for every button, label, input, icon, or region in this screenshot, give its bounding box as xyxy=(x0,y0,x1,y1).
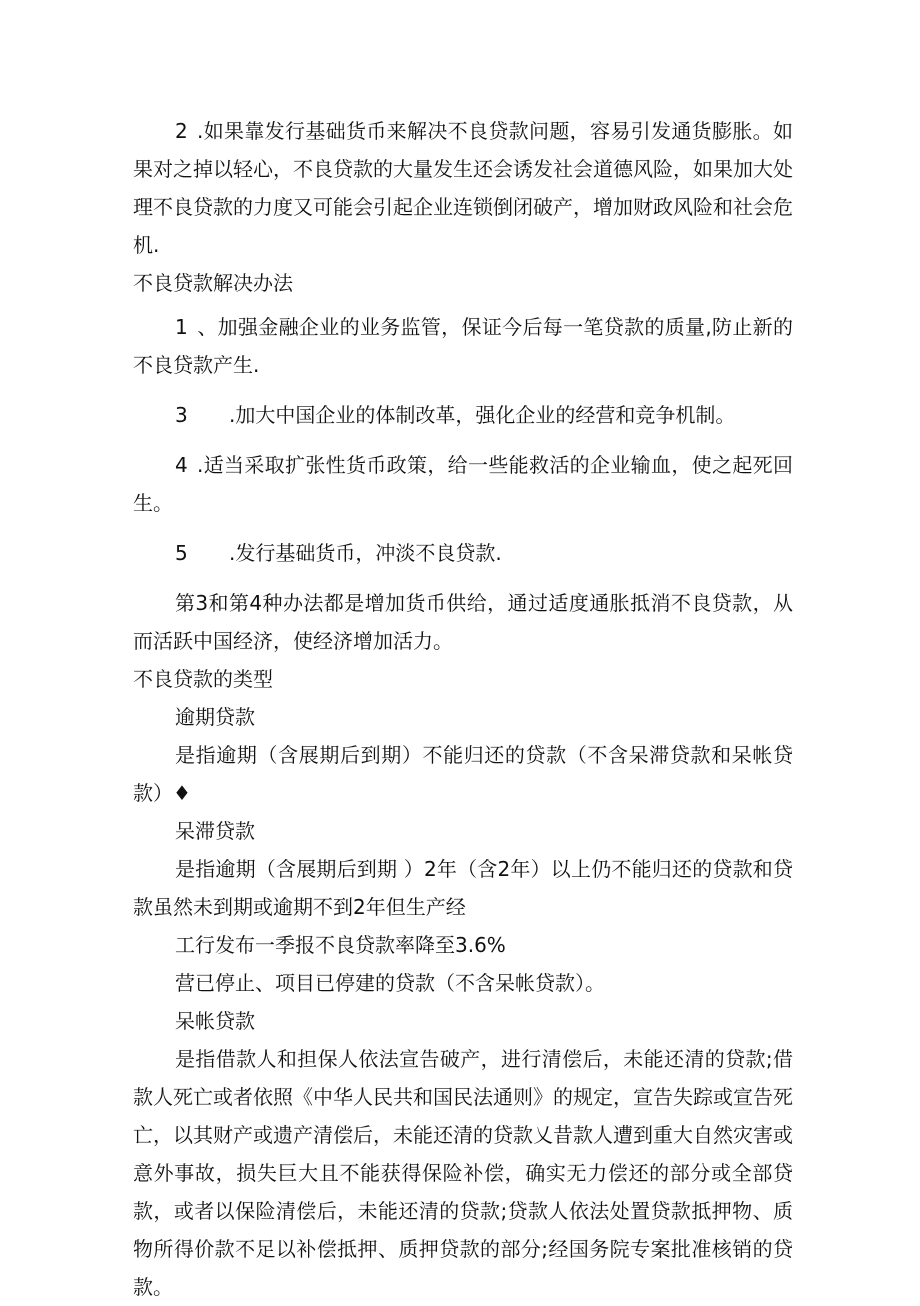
heading-types: 不良贷款的类型 xyxy=(133,667,273,691)
bad-debt-loan-description: 是指借款人和担保人依法宣告破产，进行清偿后，未能还清的贷款;借款人死亡或者依照《中华人民共和国民法通则》的规定，宣告失踪或宣告死亡，以其财产或遗产清偿后，未能还清的贷款乂昔款人遭到重大自然灾害或意外事故，损失巨大且不能获得保险补偿，确实无力偿还的部分或全部贷款，或者以保险清偿后，未能还清的贷款;贷款人依法处置贷款抵押物、质物所得价款不足以补偿抵押、质押贷款的部分;经国务院专案批准核销的贷款。 xyxy=(133,1047,793,1299)
solution-item-1 xyxy=(133,308,793,384)
paragraph-text: .如果靠发行基础货币来解决不良贷款问题，容易引发通货膨胀。如果对之掉以轻心，不良贷款的大量发生还会诱发社会道德风险，如果加大处理不良贷款的力度又可能会引起企业连锁倒闭破产，增加财政风险和社会危机. xyxy=(133,119,793,257)
sluggish-loan-title: 呆滞贷款 xyxy=(175,819,255,843)
news-line: 工行发布一季报不良贷款率降至3.6% xyxy=(175,933,506,957)
item-text: 、加强金融企业的业务监管，保证今后每一笔贷款的质量,防止新的不良贷款产生. xyxy=(133,315,793,377)
item-number: 1 xyxy=(175,315,188,339)
sluggish-loan-description: 是指逾期（含展期后到期 ）2年（含2年）以上仍不能归还的贷款和贷款虽然未到期或逾期不到2年但生产经 xyxy=(133,857,793,919)
item-number: 5 xyxy=(175,541,188,565)
solutions-summary: 第3和第4种办法都是增加货币供给，通过适度通胀抵消不良贷款，从而活跃中国经济，使经济增加活力。 xyxy=(133,591,793,653)
item-text: .适当采取扩张性货币政策，给一些能救活的企业输血，使之起死回生。 xyxy=(133,453,793,515)
item-number: 4 xyxy=(175,453,188,477)
sluggish-loan-description-continued: 营已停止、项目已停建的贷款（不含呆帐贷款）。 xyxy=(175,971,605,995)
solution-item-4 xyxy=(133,446,793,522)
solution-item-3 xyxy=(133,396,793,434)
paragraph-inflation-risk xyxy=(133,112,793,264)
item-text: .加大中国企业的体制改革，强化企业的经营和竞争机制。 xyxy=(229,403,736,427)
item-text: .发行基础货币，冲淡不良贷款. xyxy=(229,541,502,565)
bad-debt-loan-title: 呆帐贷款 xyxy=(175,1009,255,1033)
overdue-loan-title: 逾期贷款 xyxy=(175,705,255,729)
item-number: 2 xyxy=(175,119,188,143)
item-number: 3 xyxy=(175,403,188,427)
overdue-loan-description: 是指逾期（含展期后到期）不能归还的贷款（不含呆滞贷款和呆帐贷款）♦ xyxy=(133,743,793,805)
solution-item-5 xyxy=(133,534,793,572)
heading-solutions: 不良贷款解决办法 xyxy=(133,271,293,295)
document-page xyxy=(133,112,793,1306)
